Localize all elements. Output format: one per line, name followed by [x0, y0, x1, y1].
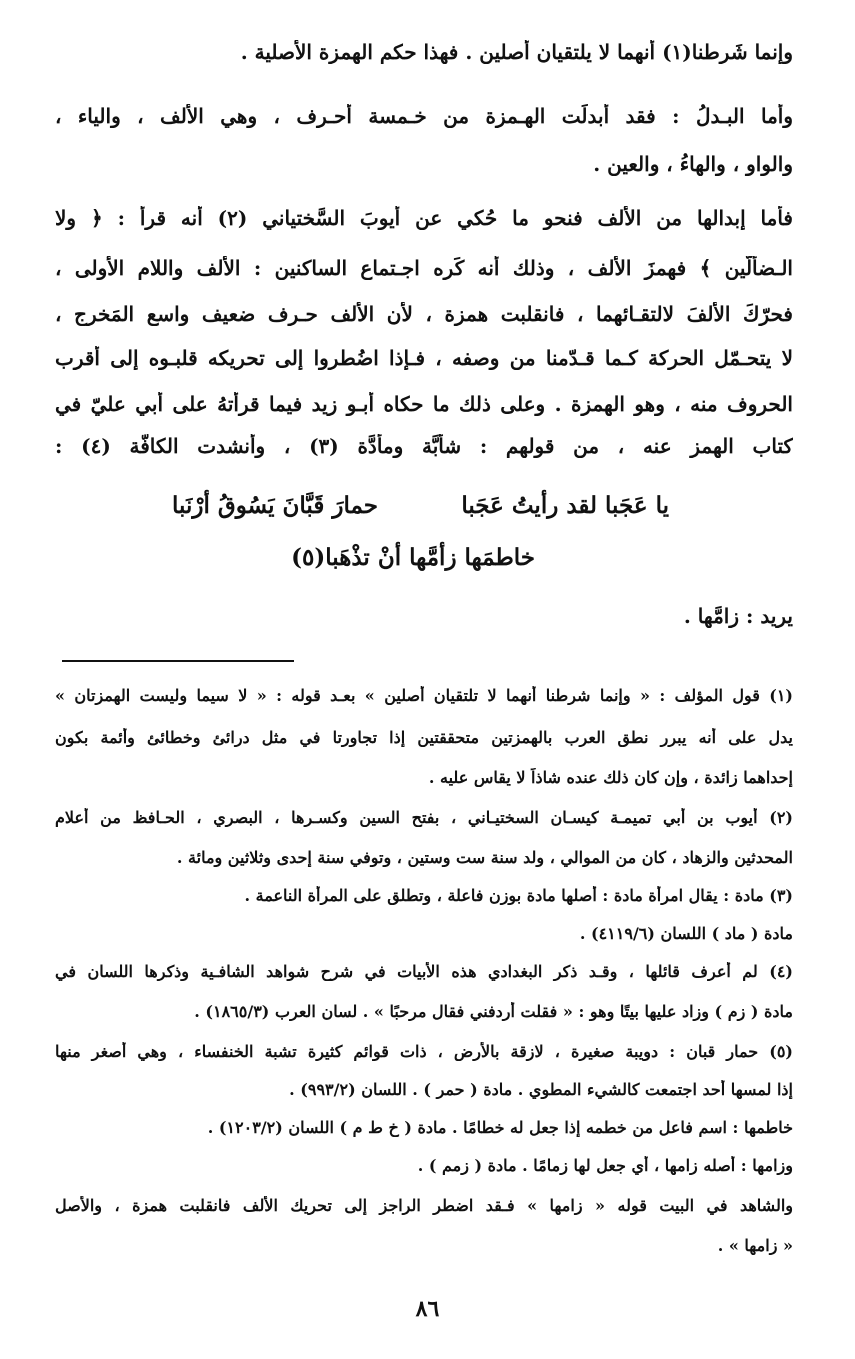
page-number: ٨٦ [415, 1296, 440, 1322]
footnote-line: مادة ( زم ) وزاد عليها بيتًا وهو : « فقلت أردفني فقال مرحبًا » . لسان العرب (١٨٦٥/٣) . [194, 1002, 793, 1021]
verse-hemistich-left: حمارَ قَبَّانَ يَسُوقُ أرْنَبا [172, 492, 378, 519]
body-line: وأما البـدلُ : فقد أُبدلَت الهـمزة من خـمسة أحـرف ، وهي الألف ، والياء ، [55, 104, 793, 128]
footnote-line: « زامها » . [717, 1236, 793, 1255]
body-line: الـضأَلّين ﴾ فهمزَ الألف ، وذلك أنه كَرِه اجـتماع الساكنين : الألف واللام الأولى ، [55, 256, 793, 280]
verse-line-2: خاطمَها زأمَّها أنْ تذْهَبا(٥) [291, 544, 535, 571]
footnote-line: خاطمها : اسم فاعل من خطمه إذا جعل له خطامًا . مادة ( خ ط م ) اللسان (١٢٠٣/٢) . [207, 1118, 793, 1137]
footnote-line: إحداهما زائدة ، وإن كان ذلك عنده شاذاً لا يقاس عليه . [428, 768, 793, 787]
body-line: الحروف منه ، وهو الهمزة . وعلى ذلك ما حكاه أبـو زيد فيما قرأتهُ على أبي عليّ في [55, 392, 793, 416]
body-line: يريد : زامَّها . [683, 604, 793, 628]
footnote-line: (٥) حمار قبان : دويبة صغيرة ، لازقة بالأرض ، ذات قوائم كثيرة تشبة الخنفساء ، وهي أصغر منها [55, 1042, 793, 1061]
body-line: فحرّكَ الألفَ لالتقـائهما ، فانقلبت همزة ، لأن الألف حـرف ضعيف واسع المَخرج ، [55, 302, 793, 326]
body-line: كتاب الهمز عنه ، من قولهم : شأبَّة ومأدَّة (٣) ، وأنشدت الكافّة (٤) : [55, 434, 793, 458]
body-line: لا يتحـمّل الحركة كـما قـدّمنا من وصفه ، فـإذا اضُطروا إلى تحريكه قلبـوه إلى أقرب [55, 346, 793, 370]
footnote-line: يدل على أنه يبرر نطق العرب بالهمزتين متحققتين إذا تجاورتا في مثل درائئ وخطائئ وأئمة بكون [55, 728, 793, 747]
footnote-line: إذا لمسها أحد اجتمعت كالشيء المطوي . مادة ( حمر ) . اللسان (٩٩٣/٢) . [289, 1080, 793, 1099]
footnote-line: والشاهد في البيت قوله « زامها » فـقد اضطر الراجز إلى تحريك الألف فانقلبت همزة ، والأصل [55, 1196, 793, 1215]
footnote-line: (٣) مادة : يقال امرأة مادة : أصلها مادة بوزن فاعلة ، وتطلق على المرأة الناعمة . [244, 886, 793, 905]
footnote-line: وزامها : أصله زامها ، أي جعل لها زمامًا . مادة ( زمم ) . [417, 1156, 793, 1175]
body-line: وإنما شَرطنا(١) أنهما لا يلتقيان أصلين . فهذا حكم الهمزة الأصلية . [240, 40, 793, 64]
footnote-separator [62, 660, 294, 662]
footnote-line: المحدثين والزهاد ، كان من الموالي ، ولد سنة ست وستين ، وتوفي سنة إحدى وثلاثين ومائة . [176, 848, 793, 867]
footnote-line: (٢) أيوب بن أبي تميمـة كيسـان السختيـاني ، بفتح السين وكسـرها ، البصري ، الحـافظ من أعلام [55, 808, 793, 827]
footnote-line: مادة ( ماد ) اللسان (٤١١٩/٦) . [579, 924, 793, 943]
footnote-line: (١) قول المؤلف : « وإنما شرطنا أنهما لا تلتقيان أصلين » بعـد قوله : « لا سيما وليست الهمزتان » [55, 686, 793, 705]
verse-hemistich-right: يا عَجَبا لقد رأيتُ عَجَبا [461, 492, 669, 519]
footnote-line: (٤) لم أعرف قائلها ، وقـد ذكر البغدادي هذه الأبيات في شرح شواهد الشافـية وذكرها اللسان في [55, 962, 793, 981]
body-line: والواو ، والهاءُ ، والعين . [593, 152, 793, 176]
body-line: فأما إبدالها من الألف فنحو ما حُكي عن أيوبَ السَّختياني (٢) أنه قرأ : ﴿ ولا [55, 206, 793, 230]
